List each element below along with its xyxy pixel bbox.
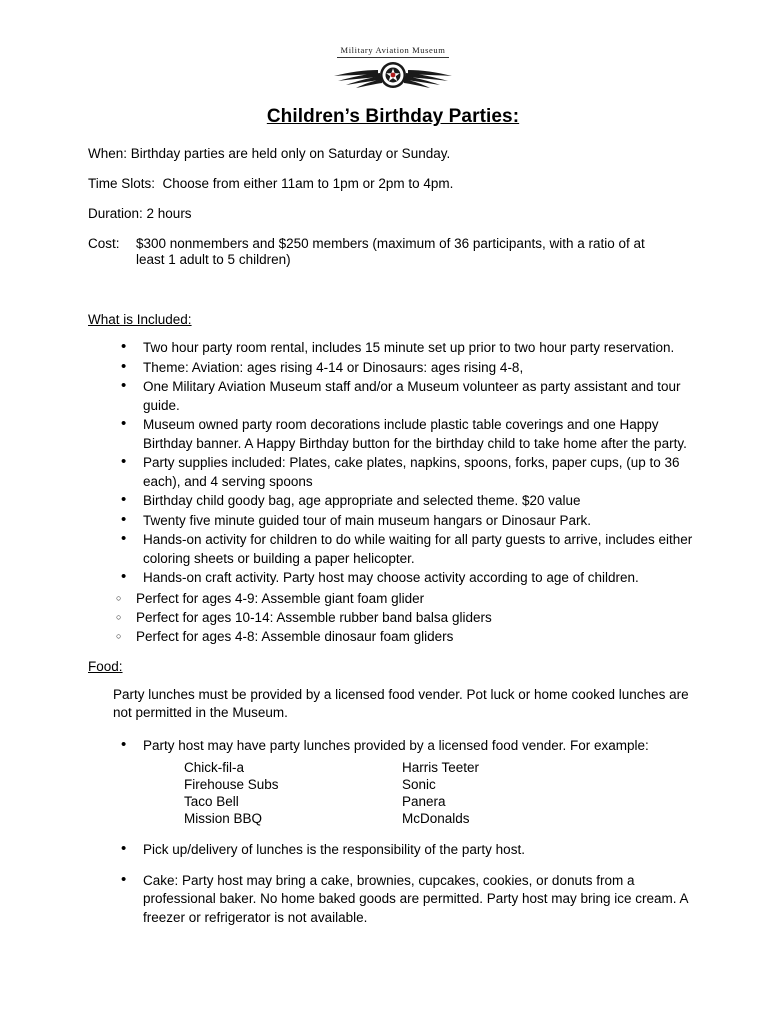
info-time-slots-label: Time Slots: <box>88 176 163 191</box>
vendor-right: Sonic <box>402 777 436 792</box>
list-item: • Hands-on activity for children to do while waiting for all party guests to arrive, includes either coloring sheets or building a paper helicopter. <box>88 531 698 568</box>
list-item: • Museum owned party room decorations include plastic table coverings and one Happy Birthday banner. A Happy Birthday button for the birthday child to take home after the party. <box>88 416 698 453</box>
info-when-value: Birthday parties are held only on Saturday or Sunday. <box>130 146 451 161</box>
list-item: • Cake: Party host may bring a cake, brownies, cupcakes, cookies, or donuts from a professional baker. No home baked goods are permitted. Party host may bring ice cream. A freezer or refrigerator is not available. <box>88 872 698 928</box>
info-duration-value: 2 hours <box>146 206 192 221</box>
winged-star-roundel-icon <box>88 59 698 96</box>
table-row <box>184 793 698 810</box>
info-time-slots <box>88 176 698 192</box>
list-item: • Birthday child goody bag, age appropriate and selected theme. $20 value <box>88 492 698 511</box>
info-cost <box>88 236 698 268</box>
info-cost-line2: least 1 adult to 5 children) <box>136 252 291 267</box>
list-item: ○ Perfect for ages 10-14: Assemble rubber band balsa gliders <box>88 608 698 627</box>
vendor-right: McDonalds <box>402 811 470 826</box>
list-item: • Twenty five minute guided tour of main museum hangars or Dinosaur Park. <box>88 512 698 531</box>
food-list-pickup <box>88 841 698 860</box>
logo-wordmark: Military Aviation Museum <box>337 45 450 58</box>
craft-activity-sublist <box>88 589 698 646</box>
included-list <box>88 339 698 588</box>
list-item: • One Military Aviation Museum staff and/or a Museum volunteer as party assistant and tour guide. <box>88 378 698 415</box>
table-row <box>184 759 698 776</box>
info-duration <box>88 206 698 222</box>
section-heading-food: Food: <box>88 658 123 674</box>
page-title: Children’s Birthday Parties: <box>266 106 520 127</box>
list-item: • Party host may have party lunches provided by a licensed food vender. For example: <box>88 737 698 756</box>
museum-logo <box>88 40 698 96</box>
table-row <box>184 810 698 827</box>
food-list-cake <box>88 872 698 928</box>
info-cost-line1: $300 nonmembers and $250 members (maximum of 36 participants, with a ratio of at <box>136 236 645 251</box>
vendor-right: Panera <box>402 794 446 809</box>
list-item: ○ Perfect for ages 4-9: Assemble giant foam glider <box>88 589 698 608</box>
section-heading-included: What is Included: <box>88 312 192 327</box>
food-intro: Party lunches must be provided by a licensed food vender. Pot luck or home cooked lunches are not permitted in the Museum. <box>113 686 689 720</box>
list-item: • Pick up/delivery of lunches is the responsibility of the party host. <box>88 841 698 860</box>
list-item: • Theme: Aviation: ages rising 4-14 or Dinosaurs: ages rising 4-8, <box>88 359 698 378</box>
list-item: • Two hour party room rental, includes 15 minute set up prior to two hour party reservation. <box>88 339 698 358</box>
info-when-label: When: <box>88 146 131 161</box>
vendor-left: Taco Bell <box>184 794 239 809</box>
info-when <box>88 146 698 162</box>
info-time-slots-value: Choose from either 11am to 1pm or 2pm to 4pm. <box>162 176 454 191</box>
list-item: • Hands-on craft activity. Party host may choose activity according to age of children. <box>88 569 698 588</box>
info-duration-label: Duration: <box>88 206 147 221</box>
vendor-left: Mission BBQ <box>184 811 263 826</box>
vendor-table <box>88 759 698 827</box>
vendor-right: Harris Teeter <box>402 760 480 775</box>
list-item: ○ Perfect for ages 4-8: Assemble dinosaur foam gliders <box>88 627 698 646</box>
list-item: • Party supplies included: Plates, cake plates, napkins, spoons, forks, paper cups, (up to 36 each), and 4 serving spoons <box>88 454 698 491</box>
info-cost-label: Cost: <box>88 236 131 251</box>
table-row <box>184 776 698 793</box>
vendor-left: Firehouse Subs <box>184 777 279 792</box>
food-list-example <box>88 737 698 756</box>
vendor-left: Chick-fil-a <box>184 760 245 775</box>
